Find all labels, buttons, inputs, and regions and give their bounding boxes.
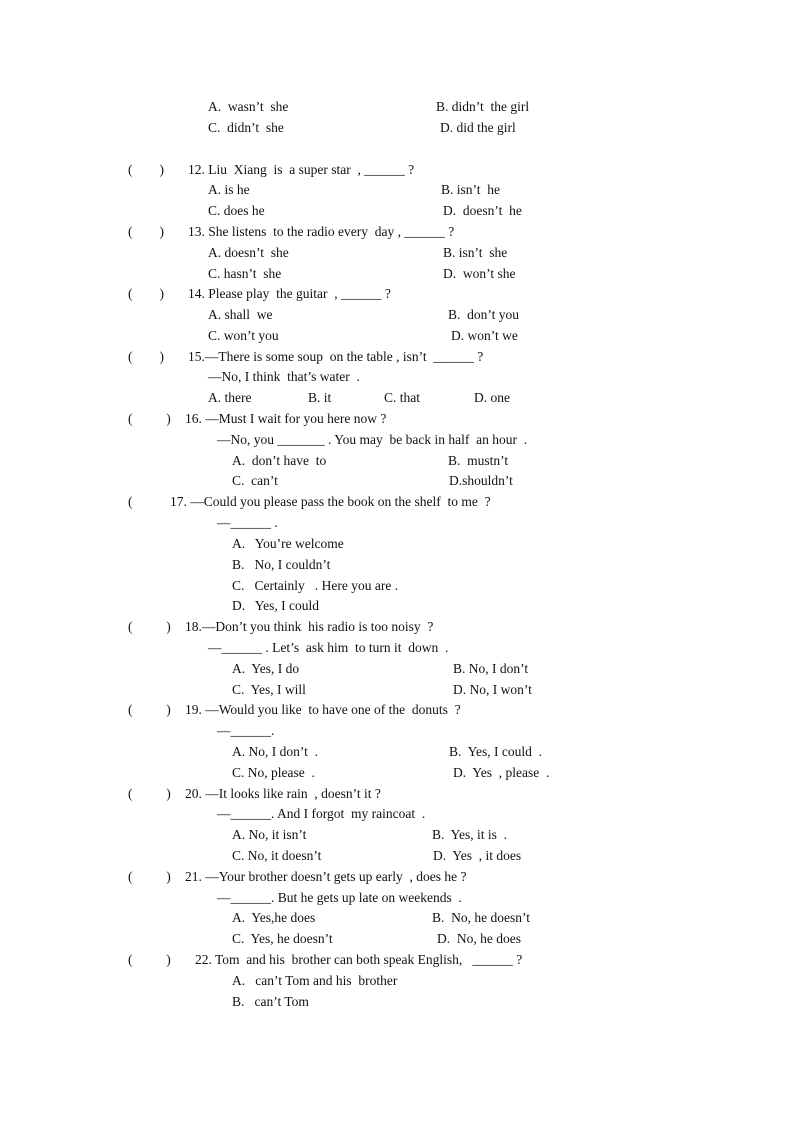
q19-option-b: B. Yes, I could . [449, 744, 543, 759]
q13-option-c: C. hasn’t she [208, 266, 282, 281]
q18-option-c: C. Yes, I will [232, 682, 306, 697]
q14-option-d: D. won’t we [451, 328, 518, 343]
question-reply: —______ . Let’s ask him to turn it down . [208, 640, 449, 655]
q12-option-a: A. is he [208, 182, 250, 197]
question-stem: 17. —Could you please pass the book on the shelf to me ? [170, 494, 491, 509]
q12-option-c: C. does he [208, 203, 265, 218]
q15-option-d: D. one [474, 390, 510, 405]
q11-option-c: C. didn’t she [208, 120, 284, 135]
question-stem: 21. —Your brother doesn’t gets up early , does he ? [185, 869, 467, 884]
question-stem: 18.—Don’t you think his radio is too noisy ? [185, 619, 434, 634]
q19-option-d: D. Yes , please . [453, 765, 550, 780]
question-reply: —______. But he gets up late on weekends . [217, 890, 462, 905]
answer-blank[interactable]: ( ) [128, 286, 164, 301]
question-reply: —______. And I forgot my raincoat . [217, 806, 426, 821]
q15-option-c: C. that [384, 390, 420, 405]
q21-option-d: D. No, he does [437, 931, 521, 946]
q14-option-a: A. shall we [208, 307, 273, 322]
answer-blank[interactable]: ( [128, 494, 133, 509]
answer-blank[interactable]: ( ) [128, 952, 171, 967]
question-stem: 20. —It looks like rain , doesn’t it ? [185, 786, 381, 801]
answer-blank[interactable]: ( ) [128, 411, 171, 426]
q18-option-b: B. No, I don’t [453, 661, 529, 676]
q11-option-a: A. wasn’t she [208, 99, 289, 114]
q20-option-b: B. Yes, it is . [432, 827, 508, 842]
q13-option-a: A. doesn’t she [208, 245, 289, 260]
q15-option-b: B. it [308, 390, 332, 405]
q21-option-a: A. Yes,he does [232, 910, 316, 925]
q22-option-a: A. can’t Tom and his brother [232, 973, 398, 988]
q20-option-d: D. Yes , it does [433, 848, 522, 863]
q17-option-b: B. No, I couldn’t [232, 557, 331, 572]
question-stem: 14. Please play the guitar , ______ ? [188, 286, 391, 301]
q16-option-b: B. mustn’t [448, 453, 509, 468]
q21-option-c: C. Yes, he doesn’t [232, 931, 333, 946]
q13-option-d: D. won’t she [443, 266, 516, 281]
answer-blank[interactable]: ( ) [128, 349, 164, 364]
q16-option-c: C. can’t [232, 473, 278, 488]
q18-option-d: D. No, I won’t [453, 682, 532, 697]
q17-option-d: D. Yes, I could [232, 598, 320, 613]
answer-blank[interactable]: ( ) [128, 162, 164, 177]
question-stem: 19. —Would you like to have one of the donuts ? [185, 702, 461, 717]
question-stem: 12. Liu Xiang is a super star , ______ ? [188, 162, 415, 177]
question-stem: 13. She listens to the radio every day , ______ ? [188, 224, 455, 239]
q22-option-b: B. can’t Tom [232, 994, 309, 1009]
q21-option-b: B. No, he doesn’t [432, 910, 530, 925]
q11-option-b: B. didn’t the girl [436, 99, 530, 114]
question-stem: 22. Tom and his brother can both speak English, ______ ? [195, 952, 523, 967]
q15-option-a: A. there [208, 390, 252, 405]
q17-option-c: C. Certainly . Here you are . [232, 578, 399, 593]
q12-option-b: B. isn’t he [441, 182, 501, 197]
q20-option-a: A. No, it isn’t [232, 827, 307, 842]
answer-blank[interactable]: ( ) [128, 786, 171, 801]
q16-option-d: D.shouldn’t [449, 473, 513, 488]
q14-option-c: C. won’t you [208, 328, 279, 343]
question-reply: —______. [217, 723, 275, 738]
question-reply: —______ . [217, 515, 278, 530]
q12-option-d: D. doesn’t he [443, 203, 522, 218]
q19-option-c: C. No, please . [232, 765, 315, 780]
q17-option-a: A. You’re welcome [232, 536, 344, 551]
q18-option-a: A. Yes, I do [232, 661, 300, 676]
q16-option-a: A. don’t have to [232, 453, 327, 468]
answer-blank[interactable]: ( ) [128, 869, 171, 884]
question-reply: —No, you _______ . You may be back in half an hour . [217, 432, 528, 447]
q14-option-b: B. don’t you [448, 307, 520, 322]
answer-blank[interactable]: ( ) [128, 702, 171, 717]
q19-option-a: A. No, I don’t . [232, 744, 318, 759]
q11-option-d: D. did the girl [440, 120, 516, 135]
question-stem: 16. —Must I wait for you here now ? [185, 411, 387, 426]
q13-option-b: B. isn’t she [443, 245, 508, 260]
answer-blank[interactable]: ( ) [128, 224, 164, 239]
q20-option-c: C. No, it doesn’t [232, 848, 322, 863]
answer-blank[interactable]: ( ) [128, 619, 171, 634]
question-reply: —No, I think that’s water . [208, 369, 360, 384]
question-stem: 15.—There is some soup on the table , isn’t ______ ? [188, 349, 484, 364]
